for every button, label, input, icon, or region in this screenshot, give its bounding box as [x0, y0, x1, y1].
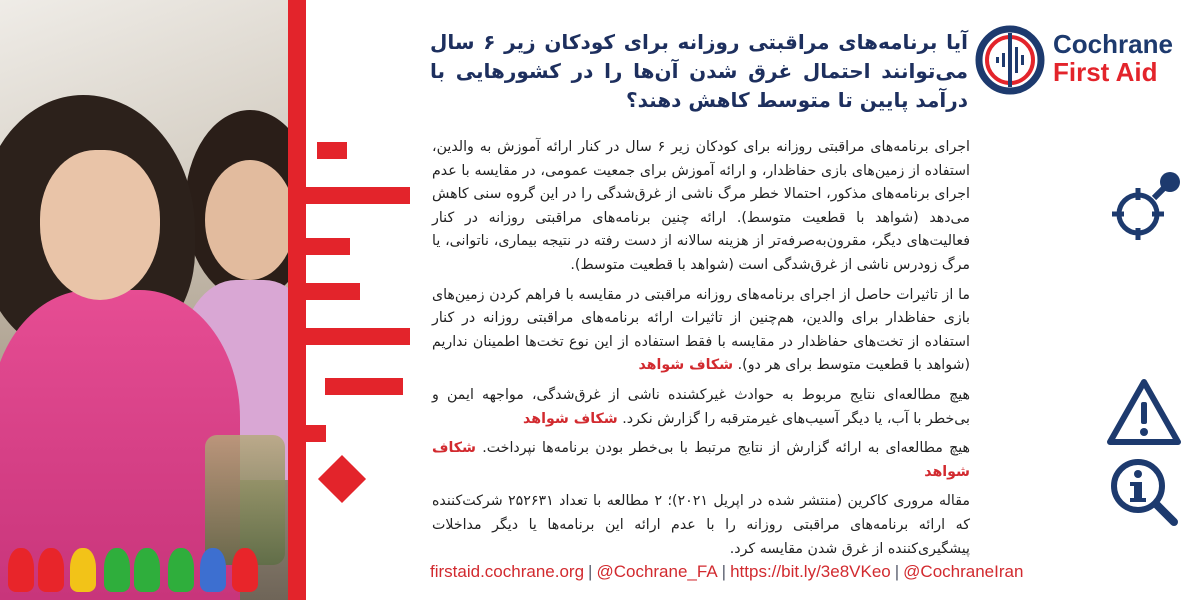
- toy-peg: [8, 548, 34, 592]
- brand-name-line2: First Aid: [1053, 57, 1158, 87]
- paragraph-main-finding: [432, 136, 970, 278]
- toy-peg: [70, 548, 96, 592]
- toy-peg: [200, 548, 226, 592]
- red-dash: [317, 142, 347, 159]
- red-dash: [288, 425, 326, 442]
- cochrane-logo-icon: [975, 25, 1045, 95]
- paragraph-safety: [432, 437, 970, 484]
- red-divider-bar: [288, 0, 306, 600]
- paragraph-text: اجرای برنامه‌های مراقبتی روزانه برای کودکان زیر ۶ سال در کنار ارائه آموزش به والدین، استفاده از زمین‌های بازی حفاظدار، و ارائه آموزش برای جمعیت عمومی، در مقایسه با عدم اجرای برنامه‌های مذکور، احتمالا خطر مرگ ناشی از غرق‌شدگی را در این گروه سنی کاهش می‌دهد (شواهد با قطعیت متوسط). ارائه چنین برنامه‌های مراقبتی روزانه در کنار فعالیت‌های دیگر، مقرون‌به‌صرفه‌تر از هزینه سالانه از دست رفته در نتیجه بیماری، ناتوانی، یا مرگ زودرس ناشی از غرق‌شدگی است (شواهد با قطعیت متوسط).: [432, 139, 970, 273]
- footer-separator: |: [894, 562, 900, 581]
- info-search-icon: [1108, 456, 1184, 532]
- evidence-gap-label: شکاف شواهد: [523, 410, 618, 427]
- red-dash: [325, 378, 403, 395]
- photo-child-1-face: [40, 150, 160, 300]
- footer-links: [430, 562, 1050, 586]
- toy-peg: [104, 548, 130, 592]
- photo-toy-pegs: [0, 540, 305, 600]
- paragraph-text: ما از تاثیرات حاصل از اجرای برنامه‌های روزانه مراقبتی در مقایسه با فراهم کردن زمین‌های بازی حفاظدار برای والدین، هم‌چنین از تاثیرات ارائه برنامه‌های مراقبتی روزانه در کنار استفاده از تخت‌های حفاظدار در مقایسه با فقط استفاده از این نوع تخت‌ها اطمینان نداریم (شواهد با قطعیت متوسط برای هر دو).: [432, 286, 970, 374]
- red-dash: [288, 238, 350, 255]
- toy-peg: [232, 548, 258, 592]
- short-url-link[interactable]: https://bit.ly/3e8VKeo: [730, 562, 891, 581]
- page-title: آیا برنامه‌های مراقبتی روزانه برای کودکان زیر ۶ سال می‌توانند احتمال غرق شدن آن‌ها را در کشورهایی با درآمد پایین تا متوسط کاهش دهند؟: [430, 30, 969, 112]
- paragraph-text: هیچ مطالعه‌ای نتایج مربوط به حوادث غیرکشنده ناشی از غرق‌شدگی، مواجهه ایمن و بی‌خطر با آب، یا دیگر آسیب‌های غیرمترقبه را گزارش نکرد.: [432, 386, 970, 427]
- paragraph-text: مقاله مروری کاکرین (منتشر شده در اپریل ۲۰۲۱)؛ ۲ مطالعه با تعداد ۲۵۲۶۳۱ شرکت‌کننده که ارائه برنامه‌های مراقبتی روزانه را با عدم ارائه این برنامه‌ها یا دیگر مداخلات پیشگیری‌کننده از غرق شدن مقایسه کرد.: [432, 493, 970, 557]
- paragraph-text: هیچ مطالعه‌ای به ارائه گزارش از نتایج مرتبط با بی‌خطر بودن برنامه‌ها نپرداخت.: [482, 440, 971, 457]
- toy-peg: [134, 548, 160, 592]
- brand-name-line1: Cochrane: [1053, 29, 1173, 59]
- evidence-gap-label: شکاف شواهد: [432, 440, 970, 480]
- evidence-gap-label: شکاف شواهد: [638, 357, 734, 374]
- red-dash: [288, 283, 360, 300]
- target-search-icon: [1108, 170, 1184, 246]
- cochrane-wordmark: [1053, 30, 1193, 86]
- website-link[interactable]: firstaid.cochrane.org: [430, 562, 585, 581]
- paragraph-review-info: [432, 490, 970, 561]
- paragraph-no-outcomes: [432, 384, 970, 431]
- photo-child-2-face: [205, 160, 295, 280]
- iran-handle-link[interactable]: @CochraneIran: [903, 562, 1024, 581]
- paragraph-uncertain-effects: [432, 284, 970, 378]
- red-diamond: [318, 455, 366, 503]
- footer-separator: |: [721, 562, 727, 581]
- warning-icon: [1106, 376, 1182, 452]
- summary-content: [432, 136, 970, 567]
- toy-peg: [168, 548, 194, 592]
- red-dash: [288, 187, 410, 204]
- footer-separator: |: [588, 562, 593, 581]
- toy-peg: [38, 548, 64, 592]
- twitter-handle-link[interactable]: @Cochrane_FA: [596, 562, 718, 581]
- red-dash: [288, 328, 410, 345]
- photo-children-playing: [0, 0, 305, 600]
